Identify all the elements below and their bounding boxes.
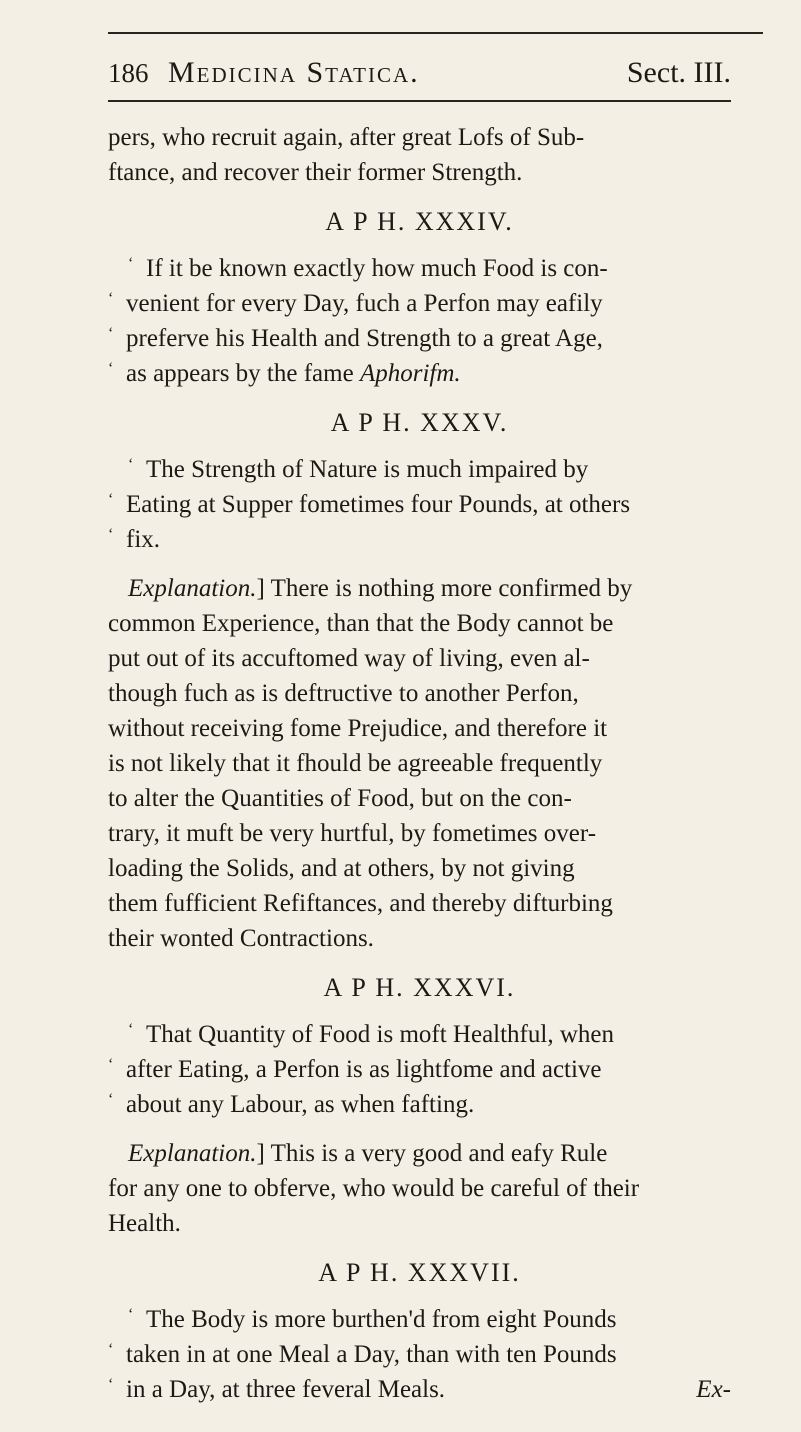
catchword: Ex- xyxy=(696,1376,731,1403)
text-line: is not likely that it fhould be agreeable frequently xyxy=(108,750,603,777)
header-top-rule xyxy=(108,32,763,34)
text-line: ‘ fix. xyxy=(108,522,731,557)
section-label: Sect. III. xyxy=(626,56,731,89)
page-number: 186 xyxy=(108,58,149,88)
text-line: pers, who recruit again, after great Lofs of Sub- xyxy=(108,124,585,151)
header-bottom-rule xyxy=(108,100,731,102)
text-line: Explanation.] There is nothing more confirmed by xyxy=(128,575,633,602)
text-line: ‘ That Quantity of Food is moft Healthful, when xyxy=(108,1017,731,1052)
aphorism-36-text xyxy=(108,1017,731,1122)
running-head xyxy=(108,40,731,90)
aphorism-heading-36: A P H. XXXVI. xyxy=(323,973,516,1002)
body-text xyxy=(108,120,731,1407)
quote-mark: ‘ xyxy=(108,526,114,543)
text-line: common Experience, than that the Body cannot be xyxy=(108,610,614,637)
text-line: ‘ The Strength of Nature is much impaired by xyxy=(108,452,731,487)
text-line: ‘ taken in at one Meal a Day, than with ten Pounds xyxy=(108,1337,731,1372)
quote-mark: ‘ xyxy=(128,255,134,272)
aphorism-heading-37: A P H. XXXVII. xyxy=(318,1258,521,1287)
text-line: ‘ venient for every Day, fuch a Perfon may eafily xyxy=(108,286,731,321)
aphorism-heading-34: A P H. XXXIV. xyxy=(325,207,514,236)
text-line: Explanation.] This is a very good and eafy Rule xyxy=(128,1140,608,1167)
text-line: ‘ preferve his Health and Strength to a great Age, xyxy=(108,321,731,356)
aphorism-34-text xyxy=(108,251,731,391)
explanation-label: Explanation. xyxy=(128,575,257,602)
aphorism-heading-35: A P H. XXXV. xyxy=(330,408,509,437)
opening-paragraph xyxy=(108,120,731,190)
quote-mark: ‘ xyxy=(108,1091,114,1108)
text-line: ‘ about any Labour, as when fafting. xyxy=(108,1087,731,1122)
text-line: ‘ If it be known exactly how much Food is con- xyxy=(108,251,731,286)
text-line: to alter the Quantities of Food, but on the con- xyxy=(108,785,572,812)
text-line: their wonted Contractions. xyxy=(108,925,374,952)
quote-mark: ‘ xyxy=(108,325,114,342)
quote-mark: ‘ xyxy=(128,456,134,473)
text-line: loading the Solids, and at others, by not giving xyxy=(108,855,575,882)
text-line: put out of its accuftomed way of living, even al- xyxy=(108,645,590,672)
aphorism-37-text xyxy=(108,1302,731,1407)
text-line: trary, it muft be very hurtful, by fometimes over- xyxy=(108,820,597,847)
explanation-36 xyxy=(108,1136,731,1241)
explanation-35 xyxy=(108,571,731,956)
text-line: without receiving fome Prejudice, and therefore it xyxy=(108,715,608,742)
quote-mark: ‘ xyxy=(108,1056,114,1073)
text-line: Health. xyxy=(108,1210,181,1237)
quote-mark: ‘ xyxy=(108,360,114,377)
quote-mark: ‘ xyxy=(108,1376,114,1393)
text-line: ‘ after Eating, a Perfon is as lightfome and active xyxy=(108,1052,731,1087)
text-line: ‘ The Body is more burthen'd from eight Pounds xyxy=(108,1302,731,1337)
running-title: Medicina Statica. xyxy=(168,56,420,89)
aphorism-35-text xyxy=(108,452,731,557)
explanation-label: Explanation. xyxy=(128,1140,257,1167)
quote-mark: ‘ xyxy=(108,491,114,508)
text-line: ‘ in a Day, at three feveral Meals. Ex- xyxy=(108,1372,731,1407)
quote-mark: ‘ xyxy=(128,1021,134,1038)
text-line: for any one to obferve, who would be careful of their xyxy=(108,1175,640,1202)
quote-mark: ‘ xyxy=(128,1306,134,1323)
text-line: though fuch as is deftructive to another Perfon, xyxy=(108,680,579,707)
text-line: ‘ as appears by the fame Aphorifm. xyxy=(108,356,731,391)
quote-mark: ‘ xyxy=(108,1341,114,1358)
text-line: them fufficient Refiftances, and thereby difturbing xyxy=(108,890,613,917)
quote-mark: ‘ xyxy=(108,290,114,307)
text-line: ‘ Eating at Supper fometimes four Pounds, at others xyxy=(108,487,731,522)
italic-reference: Aphorifm. xyxy=(359,360,461,387)
text-line: ftance, and recover their former Strength. xyxy=(108,159,523,186)
